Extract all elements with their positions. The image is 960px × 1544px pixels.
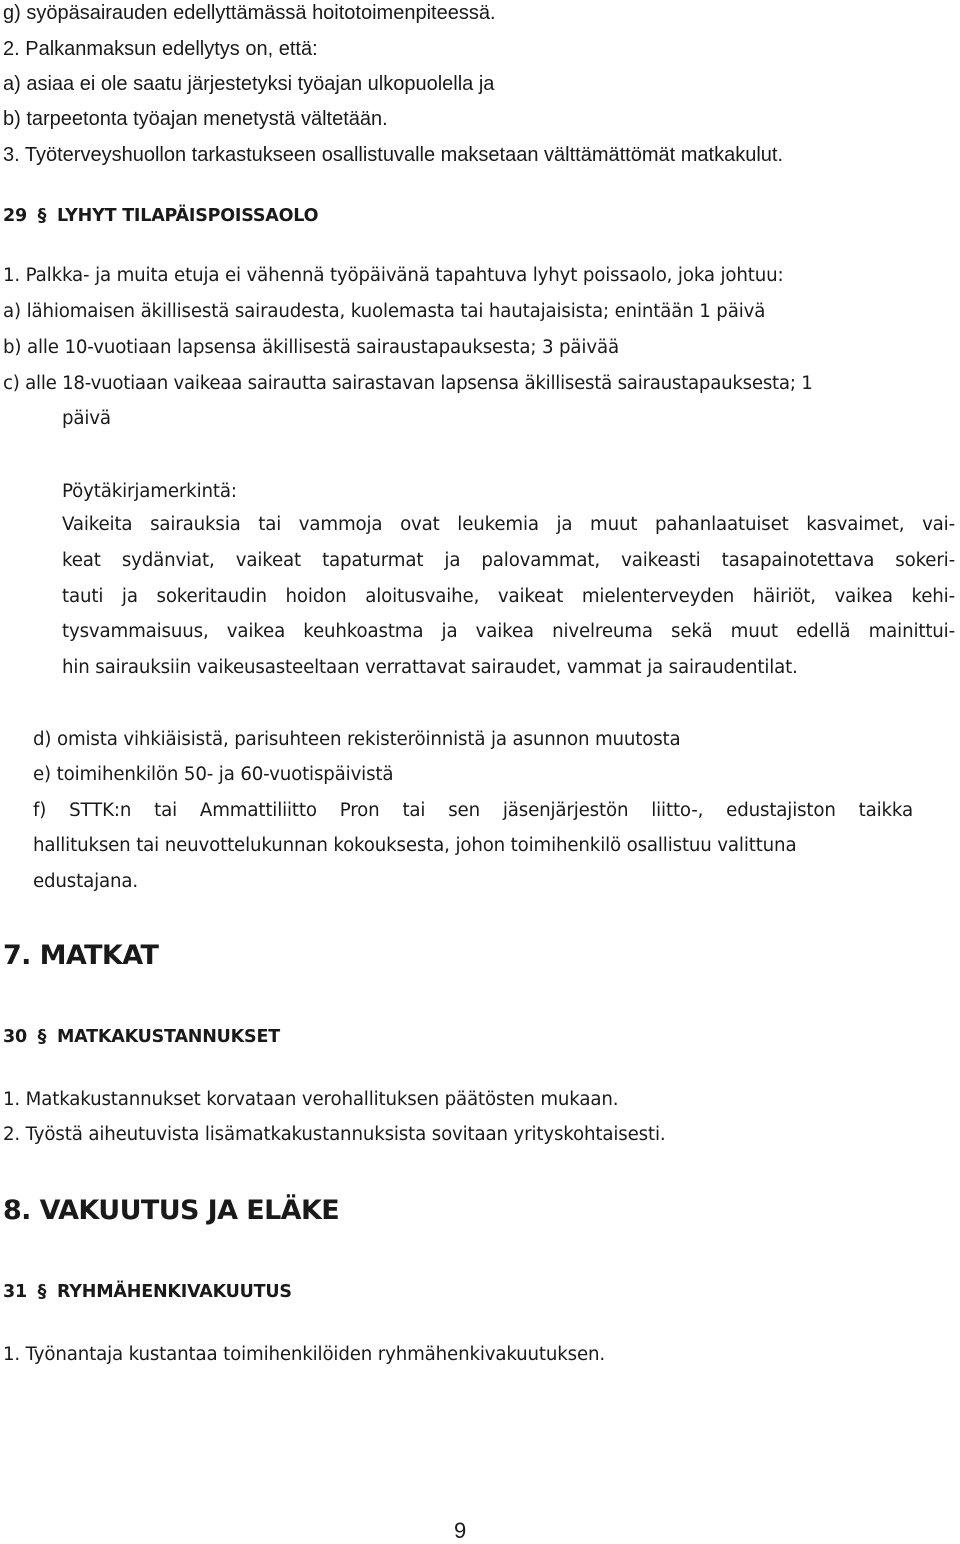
paragraph-1: 1. Palkka- ja muita etuja ei vähennä työpäivänä tapahtuva lyhyt poissaolo, joka johtuu: (3, 265, 784, 286)
section-number: 29 (3, 206, 27, 226)
section-title: RYHMÄHENKIVAKUUTUS (56, 1282, 292, 1302)
note-line: keat sydänviat, vaikeat tapaturmat ja palovammat, vaikeasti tasapainotettava sokeri- (62, 550, 955, 571)
paragraph-2: 2. Työstä aiheutuvista lisämatkakustannuksista sovitaan yrityskohtaisesti. (3, 1124, 666, 1145)
section-symbol: § (37, 206, 47, 226)
note-label: Pöytäkirjamerkintä: (62, 481, 237, 502)
list-item-b: b) tarpeetonta työajan menetystä vältetään. (3, 108, 388, 130)
chapter-heading-7: 7. MATKAT (3, 940, 159, 971)
list-item-f-continued: hallituksen tai neuvottelukunnan kokouksesta, johon toimihenkilö osallistuu valittuna (33, 835, 797, 856)
list-item-b: b) alle 10-vuotiaan lapsensa äkillisestä sairaustapauksesta; 3 päivää (3, 337, 619, 358)
section-title: LYHYT TILAPÄISPOISSAOLO (56, 206, 319, 226)
section-heading-29 (3, 206, 318, 226)
section-number: 31 (3, 1282, 27, 1302)
paragraph-1: 1. Matkakustannukset korvataan verohallituksen päätösten mukaan. (3, 1089, 619, 1110)
list-item-e: e) toimihenkilön 50- ja 60-vuotispäivistä (33, 764, 394, 785)
section-symbol: § (37, 1027, 47, 1047)
note-line: Vaikeita sairauksia tai vammoja ovat leukemia ja muut pahanlaatuiset kasvaimet, vai- (62, 514, 955, 535)
paragraph-1: 1. Työnantaja kustantaa toimihenkilöiden ryhmähenkivakuutuksen. (3, 1344, 606, 1365)
paragraph-2: 2. Palkanmaksun edellytys on, että: (3, 38, 318, 60)
list-item-f-continued: edustajana. (33, 871, 139, 892)
page-number: 9 (454, 1518, 467, 1543)
section-number: 30 (3, 1027, 27, 1047)
section-title: MATKAKUSTANNUKSET (56, 1027, 280, 1047)
section-heading-31 (3, 1282, 292, 1302)
section-heading-30 (3, 1027, 280, 1047)
note-line: tauti ja sokeritaudin hoidon aloitusvaihe, vaikeat mielenterveyden häiriöt, vaikea kehi- (62, 586, 955, 607)
list-item-a: a) asiaa ei ole saatu järjestetyksi työajan ulkopuolella ja (3, 73, 495, 95)
note-line: tysvammaisuus, vaikea keuhkoastma ja vaikea nivelreuma sekä muut edellä mainittui- (62, 621, 955, 642)
list-item-g: g) syöpäsairauden edellyttämässä hoitotoimenpiteessä. (3, 2, 496, 24)
list-item-a: a) lähiomaisen äkillisestä sairaudesta, kuolemasta tai hautajaisista; enintään 1 päivä (3, 301, 766, 322)
list-item-d: d) omista vihkiäisistä, parisuhteen rekisteröinnistä ja asunnon muutosta (33, 729, 681, 750)
note-line: hin sairauksiin vaikeusasteeltaan verrattavat sairaudet, vammat ja sairaudentilat. (62, 657, 798, 678)
list-item-c: c) alle 18-vuotiaan vaikeaa sairautta sairastavan lapsensa äkillisestä sairaustapauksesta; 1 (3, 373, 813, 394)
chapter-heading-8: 8. VAKUUTUS JA ELÄKE (3, 1195, 340, 1226)
section-symbol: § (37, 1282, 47, 1302)
list-item-f: f) STTK:n tai Ammattiliitto Pron tai sen jäsenjärjestön liitto-, edustajiston taikka (33, 800, 913, 821)
paragraph-3: 3. Työterveyshuollon tarkastukseen osallistuvalle maksetaan välttämättömät matkakulut. (3, 144, 784, 166)
list-item-c-continued: päivä (62, 408, 111, 429)
